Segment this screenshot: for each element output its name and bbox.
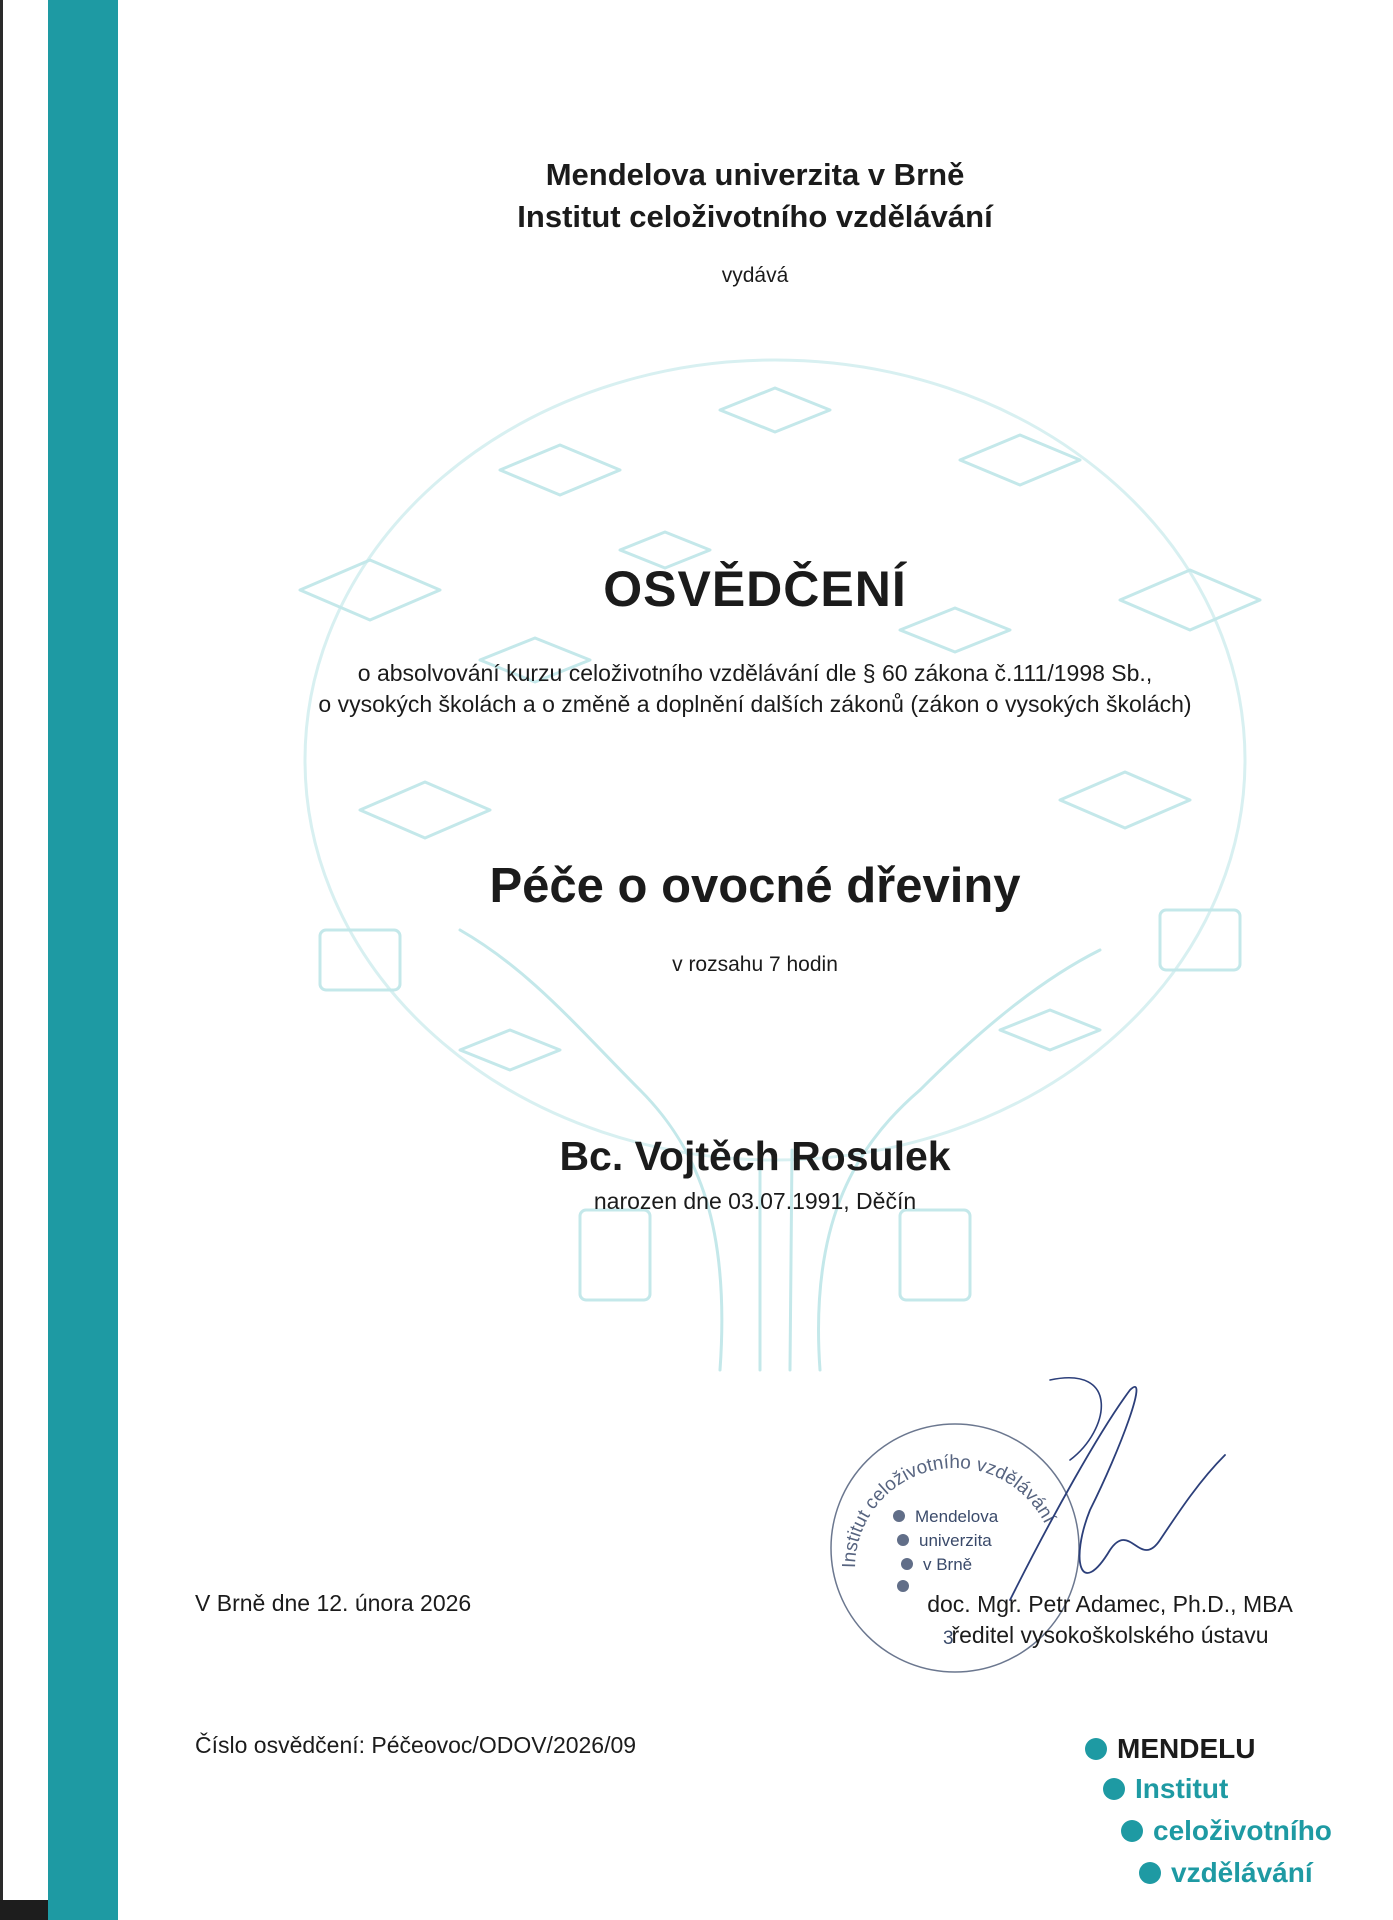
certificate-title: OSVĚDČENÍ xyxy=(603,561,907,617)
dot-icon xyxy=(1103,1778,1125,1800)
page-edge-base xyxy=(0,1900,50,1920)
legal-line-1: o absolvování kurzu celoživotního vzdělávání dle § 60 zákona č.111/1998 Sb., xyxy=(357,660,1153,686)
university-name: Mendelova univerzita v Brně xyxy=(545,157,965,192)
dot-icon xyxy=(1121,1820,1143,1842)
stamp-line-3: v Brně xyxy=(923,1555,973,1574)
stamp-line-1: Mendelova xyxy=(915,1507,999,1526)
institute-name: Institut celoživotního vzdělávání xyxy=(517,199,993,234)
logo-line-1: Institut xyxy=(1135,1773,1229,1804)
course-duration: v rozsahu 7 hodin xyxy=(672,953,838,976)
legal-line-2: o vysokých školách a o změně a doplnění dalších zákonů (zákon o vysokých školách) xyxy=(318,691,1192,717)
mendelu-logo xyxy=(1085,1733,1385,1913)
dot-icon xyxy=(1139,1862,1161,1884)
tree-of-books-watermark xyxy=(200,330,1350,1380)
institution-heading xyxy=(250,154,1260,238)
signer-name: doc. Mgr. Petr Adamec, Ph.D., MBA xyxy=(927,1591,1293,1617)
stamp-number: 3 xyxy=(943,1628,954,1649)
dot-icon xyxy=(1085,1738,1107,1760)
logo-line-2: celoživotního xyxy=(1153,1815,1332,1846)
recipient-name: Bc. Vojtěch Rosulek xyxy=(559,1133,951,1179)
logo-line-3: vzdělávání xyxy=(1171,1857,1313,1888)
certificate-number: Číslo osvědčení: Péčeovoc/ODOV/2026/09 xyxy=(195,1732,637,1758)
stamp-ring-text: Institut celoživotního vzdělávání xyxy=(838,1451,1060,1569)
signer-role: ředitel vysokoškolského ústavu xyxy=(951,1622,1269,1648)
issues-label: vydává xyxy=(721,264,789,287)
stamp-line-2: univerzita xyxy=(919,1531,992,1550)
teal-side-band xyxy=(48,0,118,1920)
legal-basis xyxy=(250,658,1260,720)
logo-brand: MENDELU xyxy=(1117,1733,1256,1764)
recipient-birth: narozen dne 03.07.1991, Děčín xyxy=(593,1188,917,1214)
course-name: Péče o ovocné dřeviny xyxy=(489,859,1021,913)
page-edge xyxy=(0,0,3,1920)
signer-block xyxy=(880,1589,1340,1651)
place-and-date: V Brně dne 12. února 2026 xyxy=(195,1590,472,1616)
